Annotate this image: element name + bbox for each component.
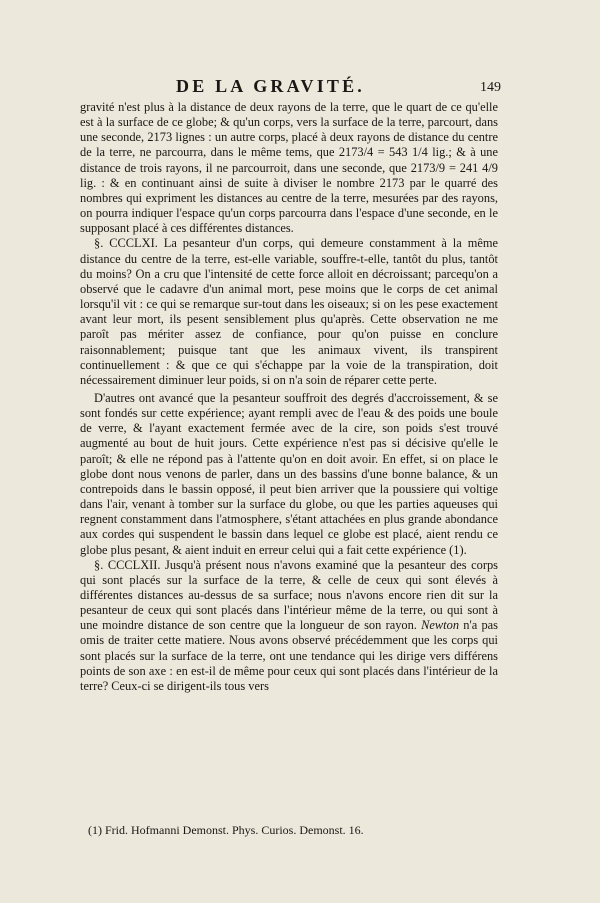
page-number: 149 <box>480 80 501 95</box>
paragraph-section-362 <box>80 558 498 694</box>
paragraph-text: n'a pas omis de traiter cette matiere. Nous avons observé précédemment que les corps qui sont placés sur la surface de la terre, ont une tendance qui les dirige vers différens points de son axe : en est-il de même pour ceux qui sont placés dans l'intérieur de la terre? Ceux-ci se dirigent-ils tous vers <box>80 618 498 693</box>
paragraph-section-361 <box>80 236 498 388</box>
paragraph-continuation: gravité n'est plus à la distance de deux rayons de la terre, que le quart de ce qu'elle est à la surface de ce globe; & qu'un corps, vers la surface de la terre, parcourt, dans une seconde, 2173 lignes : un autre corps, placé à deux rayons de distance du centre de la terre, ne parcourra, dans le même tems, que 2173/4 = 543 1/4 lig.; & à une distance de trois rayons, il ne parcourroit, dans une seconde, que 2173/9 = 241 4/9 lig. : & en continuant ainsi de suite à diviser le nombre 2173 par le quarré des nombres qui expriment les distances au centre de la terre, mesurées par des rayons, on pourra indiquer l'espace qu'un corps parcourra dans l'espace d'une seconde, en le supposant placé à ces différentes distances. <box>80 100 498 236</box>
section-number: §. CCCLXI. <box>94 236 158 251</box>
section-number: §. CCCLXII. <box>94 557 161 572</box>
page-header <box>0 76 600 100</box>
paragraph-text: La pesanteur d'un corps, qui demeure constamment à la même distance du centre de la terre, est-elle variable, souffre-t-elle, tantôt du plus, tantôt du moins? On a cru que l'intensité de cette force alloit en décroissant; parcequ'on a observé que le cadavre d'un animal mort, pese moins que le corps de cet animal lorsqu'il vit : ce qui se remarque sur-tout dans les oiseaux; si on les pese exactement avant leur mort, ils pesent sensiblement plus qu'après. Cette observation ne me paroît pas mériter assez de confiance, pour qu'on puisse en conclure raisonnablement; puisque tant que les animaux vivent, ils transpirent continuellement : & que ce qui s'échappe par la voie de la transpiration, doit nécessairement diminuer leur poids, si on n'a soin de réparer cette perte. <box>80 236 498 387</box>
body-text <box>80 100 498 694</box>
paragraph-experiment: D'autres ont avancé que la pesanteur souffroit des degrés d'accroissement, & se sont fondés sur cette expérience; ayant rempli avec de l'eau & des poids une boule de verre, & l'ayant exactement fermée avec de la cire, son poids s'est trouvé augmenté au bout de huit jours. Cette expérience n'est pas si décisive qu'elle le paroît; & elle ne répond pas à l'attente qu'on en doit avoir. En effet, si on place le globe dont nous venons de parler, dans un des bassins d'une bonne balance, & un contrepoids dans le bassin opposé, il peut bien arriver que la poussiere qui voltige dans l'air, venant à tomber sur la surface du globe, ou que les parties aqueuses qui regnent constamment dans l'atmosphere, s'étant attachées en plus grande abondance aux cordes qui suspendent le bassin dans lequel ce globe est placé, aient rendu ce globe plus pesant, & aient induit en erreur celui qui a fait cette expérience (1). <box>80 390 498 557</box>
footnote: (1) Frid. Hofmanni Demonst. Phys. Curios. Demonst. 16. <box>88 823 364 837</box>
running-title: DE LA GRAVITÉ. <box>176 76 366 96</box>
author-name: Newton <box>421 618 460 633</box>
paragraph-text: Jusqu'à présent nous n'avons examiné que la pesanteur des corps qui sont placés sur la surface de la terre, & celle de ceux qui sont élevés à différentes distances au-dessus de sa surface; nous n'avons encore rien dit sur la pesanteur de ceux qui sont placés dans l'intérieur même de la terre, ou qui sont à une moindre distance de son centre que la longueur de son rayon. <box>80 557 498 633</box>
